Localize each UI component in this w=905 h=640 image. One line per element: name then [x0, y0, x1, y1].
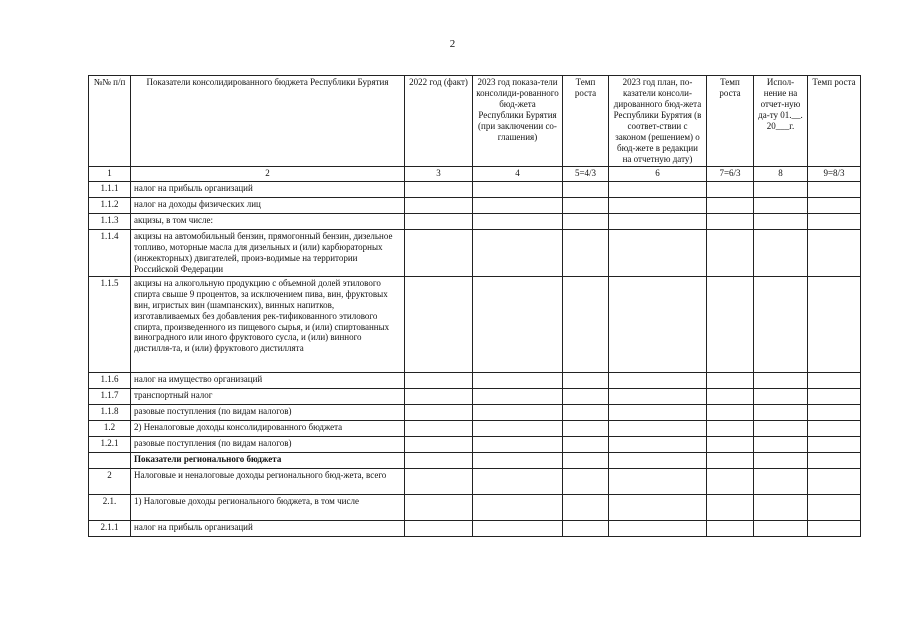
value-cell — [609, 388, 707, 404]
indicator-label: акцизы, в том числе: — [131, 213, 405, 229]
value-cell — [754, 404, 808, 420]
value-cell — [405, 276, 473, 372]
value-cell — [754, 436, 808, 452]
value-cell — [405, 388, 473, 404]
value-cell — [609, 197, 707, 213]
value-cell — [473, 468, 563, 494]
value-cell — [808, 420, 861, 436]
indicator-label: 1) Налоговые доходы регионального бюджета, в том числе — [131, 494, 405, 520]
value-cell — [405, 181, 473, 197]
value-cell — [707, 197, 754, 213]
value-cell — [808, 404, 861, 420]
header-row-number: №№ п/п — [89, 76, 131, 167]
value-cell — [405, 372, 473, 388]
header-2022-fact: 2022 год (факт) — [405, 76, 473, 167]
value-cell — [405, 213, 473, 229]
row-number — [89, 452, 131, 468]
value-cell — [609, 520, 707, 536]
value-cell — [754, 388, 808, 404]
value-cell — [707, 229, 754, 276]
header-execution: Испол-нение на отчет-ную да-ту 01.__. 20___г. — [754, 76, 808, 167]
column-index: 9=8/3 — [808, 166, 861, 181]
table-row — [89, 229, 861, 276]
column-index: 7=6/3 — [707, 166, 754, 181]
value-cell — [707, 452, 754, 468]
value-cell — [563, 388, 609, 404]
value-cell — [808, 452, 861, 468]
value-cell — [609, 404, 707, 420]
indicator-label: акцизы на автомобильный бензин, прямогонный бензин, дизельное топливо, моторные масла для дизельных и (или) карбюраторных (инжекторных) двигателей, произ-водимые на территории Российской Федерации — [131, 229, 405, 276]
value-cell — [563, 494, 609, 520]
column-index: 1 — [89, 166, 131, 181]
value-cell — [405, 420, 473, 436]
header-2023-agreement: 2023 год показа-тели консолиди-рованного бюд-жета Республики Бурятия (при заключении со-глашения) — [473, 76, 563, 167]
value-cell — [609, 181, 707, 197]
indicator-label: разовые поступления (по видам налогов) — [131, 436, 405, 452]
value-cell — [707, 276, 754, 372]
value-cell — [473, 229, 563, 276]
column-index: 4 — [473, 166, 563, 181]
value-cell — [808, 276, 861, 372]
row-number: 1.2 — [89, 420, 131, 436]
value-cell — [473, 213, 563, 229]
column-index-row — [89, 166, 861, 181]
value-cell — [754, 520, 808, 536]
value-cell — [808, 181, 861, 197]
value-cell — [808, 520, 861, 536]
row-number: 1.1.5 — [89, 276, 131, 372]
value-cell — [563, 229, 609, 276]
value-cell — [609, 229, 707, 276]
header-2023-plan: 2023 год план, по-казатели консоли-дированного бюд-жета Республики Бурятия (в соответ-ствии с законом (решением) о бюд-жете в редакции на отчетную дату) — [609, 76, 707, 167]
value-cell — [473, 181, 563, 197]
table-row — [89, 520, 861, 536]
value-cell — [405, 404, 473, 420]
value-cell — [473, 388, 563, 404]
indicator-label: акцизы на алкогольную продукцию с объемной долей этилового спирта свыше 9 процентов, за исключением пива, вин, фруктовых вин, игристых вин (шампанских), винных напитков, изготавливаемых без добавления рек-тификованного этилового спирта, произведенного из пищевого сырья, и (или) спиртованных виноградного или иного фруктового сусла, и (или) винного дистилля-та, и (или) фруктового дистиллята — [131, 276, 405, 372]
page-number: 2 — [449, 38, 456, 50]
value-cell — [609, 436, 707, 452]
value-cell — [754, 420, 808, 436]
indicator-label: налог на прибыль организаций — [131, 520, 405, 536]
table-row — [89, 213, 861, 229]
column-index: 5=4/3 — [563, 166, 609, 181]
header-row — [89, 76, 861, 167]
indicator-label: Налоговые и неналоговые доходы регионального бюд-жета, всего — [131, 468, 405, 494]
value-cell — [563, 404, 609, 420]
table-row — [89, 181, 861, 197]
indicator-label: налог на прибыль организаций — [131, 181, 405, 197]
row-number: 1.1.2 — [89, 197, 131, 213]
value-cell — [808, 372, 861, 388]
value-cell — [808, 197, 861, 213]
row-number: 2 — [89, 468, 131, 494]
value-cell — [754, 197, 808, 213]
value-cell — [473, 494, 563, 520]
value-cell — [563, 181, 609, 197]
table-row — [89, 404, 861, 420]
header-indicator: Показатели консолидированного бюджета Республики Бурятия — [131, 76, 405, 167]
value-cell — [754, 372, 808, 388]
value-cell — [473, 420, 563, 436]
header-growth-rate-2: Темп роста — [707, 76, 754, 167]
table-row — [89, 372, 861, 388]
indicator-label: налог на имущество организаций — [131, 372, 405, 388]
value-cell — [609, 276, 707, 372]
value-cell — [563, 276, 609, 372]
value-cell — [473, 197, 563, 213]
value-cell — [609, 468, 707, 494]
value-cell — [609, 494, 707, 520]
value-cell — [754, 276, 808, 372]
table-row — [89, 276, 861, 372]
value-cell — [609, 420, 707, 436]
value-cell — [405, 494, 473, 520]
column-index: 3 — [405, 166, 473, 181]
value-cell — [754, 213, 808, 229]
value-cell — [808, 229, 861, 276]
value-cell — [754, 181, 808, 197]
value-cell — [808, 494, 861, 520]
value-cell — [609, 213, 707, 229]
indicator-label: транспортный налог — [131, 388, 405, 404]
indicator-label: налог на доходы физических лиц — [131, 197, 405, 213]
value-cell — [808, 468, 861, 494]
value-cell — [754, 452, 808, 468]
value-cell — [707, 520, 754, 536]
value-cell — [405, 452, 473, 468]
row-number: 1.1.7 — [89, 388, 131, 404]
row-number: 1.1.8 — [89, 404, 131, 420]
row-number: 1.1.6 — [89, 372, 131, 388]
value-cell — [707, 213, 754, 229]
value-cell — [405, 229, 473, 276]
table-row — [89, 452, 861, 468]
value-cell — [563, 197, 609, 213]
value-cell — [473, 276, 563, 372]
row-number: 1.1.4 — [89, 229, 131, 276]
value-cell — [563, 468, 609, 494]
column-index: 6 — [609, 166, 707, 181]
value-cell — [563, 420, 609, 436]
value-cell — [473, 436, 563, 452]
row-number: 1.1.1 — [89, 181, 131, 197]
value-cell — [808, 388, 861, 404]
row-number: 2.1.1 — [89, 520, 131, 536]
value-cell — [754, 229, 808, 276]
table-row — [89, 420, 861, 436]
section-heading: Показатели регионального бюджета — [131, 452, 405, 468]
value-cell — [808, 436, 861, 452]
value-cell — [405, 468, 473, 494]
value-cell — [473, 404, 563, 420]
value-cell — [563, 452, 609, 468]
value-cell — [754, 468, 808, 494]
value-cell — [707, 181, 754, 197]
value-cell — [707, 494, 754, 520]
table-row — [89, 197, 861, 213]
column-index: 8 — [754, 166, 808, 181]
value-cell — [563, 372, 609, 388]
value-cell — [707, 468, 754, 494]
table-row — [89, 388, 861, 404]
value-cell — [609, 452, 707, 468]
row-number: 2.1. — [89, 494, 131, 520]
value-cell — [707, 436, 754, 452]
value-cell — [707, 388, 754, 404]
indicator-label: разовые поступления (по видам налогов) — [131, 404, 405, 420]
value-cell — [609, 372, 707, 388]
value-cell — [707, 372, 754, 388]
value-cell — [563, 213, 609, 229]
budget-indicators-table — [88, 75, 861, 537]
header-growth-rate-3: Темп роста — [808, 76, 861, 167]
value-cell — [473, 452, 563, 468]
value-cell — [473, 520, 563, 536]
row-number: 1.1.3 — [89, 213, 131, 229]
value-cell — [707, 404, 754, 420]
table-row — [89, 494, 861, 520]
column-index: 2 — [131, 166, 405, 181]
value-cell — [563, 436, 609, 452]
value-cell — [405, 520, 473, 536]
table-row — [89, 436, 861, 452]
value-cell — [405, 197, 473, 213]
value-cell — [754, 494, 808, 520]
table-row — [89, 468, 861, 494]
value-cell — [473, 372, 563, 388]
row-number: 1.2.1 — [89, 436, 131, 452]
value-cell — [808, 213, 861, 229]
indicator-label: 2) Неналоговые доходы консолидированного бюджета — [131, 420, 405, 436]
value-cell — [405, 436, 473, 452]
value-cell — [707, 420, 754, 436]
header-growth-rate-1: Темп роста — [563, 76, 609, 167]
value-cell — [563, 520, 609, 536]
